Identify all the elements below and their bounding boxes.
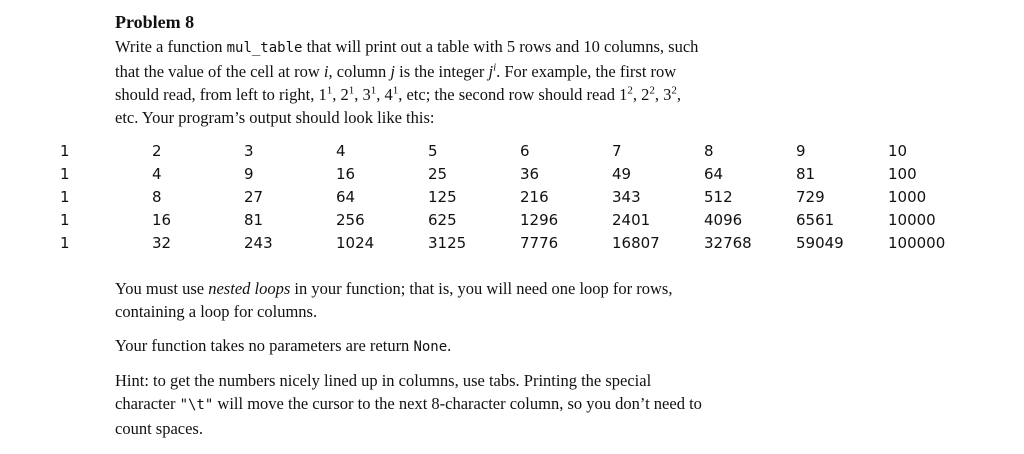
table-row	[60, 163, 980, 186]
description-line-3	[115, 83, 855, 106]
table-cell: 25	[428, 165, 448, 183]
table-cell: 729	[796, 188, 825, 206]
table-cell: 59049	[796, 234, 844, 252]
exponent: 1	[392, 84, 399, 97]
table-cell: 9	[244, 165, 254, 183]
table-cell: 27	[244, 188, 264, 206]
parameters-paragraph	[115, 334, 855, 359]
parameters-line	[115, 334, 855, 359]
text: .	[447, 336, 452, 355]
math-j-base: j	[488, 62, 494, 81]
table-cell: 243	[244, 234, 273, 252]
table-cell: 1	[60, 188, 70, 206]
exponent: 2	[671, 84, 677, 97]
table-cell: 10000	[888, 211, 936, 229]
text: ,	[676, 85, 681, 104]
text: , column	[328, 62, 391, 81]
exponent: 1	[348, 84, 355, 97]
table-cell: 1024	[336, 234, 375, 252]
table-cell: 6	[520, 142, 530, 160]
table-cell: 8	[152, 188, 162, 206]
table-cell: 2	[152, 142, 162, 160]
hint-line-1: Hint: to get the numbers nicely lined up in columns, use tabs. Printing the special	[115, 371, 652, 390]
table-cell: 16	[336, 165, 356, 183]
table-cell: 8	[704, 142, 714, 160]
text: character	[115, 394, 180, 413]
math-i: i	[323, 62, 329, 81]
text: . For example, the first row	[496, 62, 677, 81]
exponent: 1	[326, 84, 333, 97]
table-cell: 100	[888, 165, 917, 183]
table-cell: 1	[60, 165, 70, 183]
text: , 3	[654, 85, 672, 104]
table-cell: 81	[796, 165, 816, 183]
exponent: 2	[649, 84, 655, 97]
table-cell: 512	[704, 188, 733, 206]
table-cell: 64	[704, 165, 724, 183]
description-line-1	[115, 35, 855, 60]
exponent: 1	[370, 84, 377, 97]
table-cell: 256	[336, 211, 365, 229]
table-cell: 216	[520, 188, 549, 206]
text: , 3	[354, 85, 371, 104]
table-row	[60, 186, 980, 209]
requirement-line-2: containing a loop for columns.	[115, 302, 318, 321]
table-cell: 3	[244, 142, 254, 160]
text: should read, from left to right, 1	[115, 85, 327, 104]
table-row	[60, 140, 980, 163]
description-line-4: etc. Your program’s output should look like this:	[115, 108, 435, 127]
text: Write a function	[115, 37, 227, 56]
text: will move the cursor to the next 8-character column, so you don’t need to	[213, 394, 702, 413]
emphasis-nested-loops: nested loops	[208, 279, 291, 298]
text: in your function; that is, you will need one loop for rows,	[290, 279, 673, 298]
text: , 2	[332, 85, 349, 104]
text: , 2	[632, 85, 650, 104]
none-code: None	[413, 339, 448, 355]
text: that the value of the cell at row	[115, 62, 324, 81]
requirement-paragraph	[115, 277, 855, 323]
table-cell: 9	[796, 142, 806, 160]
hint-line-2	[115, 392, 855, 417]
table-cell: 7	[612, 142, 622, 160]
description-line-2	[115, 60, 855, 83]
text: Your function takes no parameters are return	[115, 336, 414, 355]
math-j: j	[390, 62, 395, 81]
table-cell: 1000	[888, 188, 927, 206]
text: , etc; the second row should read 1	[398, 85, 628, 104]
table-cell: 625	[428, 211, 457, 229]
table-cell: 64	[336, 188, 356, 206]
table-cell: 32768	[704, 234, 752, 252]
table-cell: 2401	[612, 211, 651, 229]
table-cell: 125	[428, 188, 457, 206]
hint-paragraph	[115, 369, 855, 440]
table-cell: 6561	[796, 211, 835, 229]
table-cell: 3125	[428, 234, 467, 252]
table-cell: 343	[612, 188, 641, 206]
table-cell: 5	[428, 142, 438, 160]
table-cell: 10	[888, 142, 908, 160]
function-name-code: mul_table	[226, 40, 303, 56]
table-cell: 7776	[520, 234, 559, 252]
table-cell: 1	[60, 234, 70, 252]
hint-line-3: count spaces.	[115, 419, 203, 438]
table-row	[60, 232, 980, 255]
table-cell: 1	[60, 142, 70, 160]
math-i-exponent: i	[493, 61, 497, 74]
table-cell: 4	[336, 142, 346, 160]
problem-description	[115, 35, 855, 129]
exponent: 2	[627, 84, 633, 97]
table-cell: 1	[60, 211, 70, 229]
tab-char-code: "\t"	[179, 397, 214, 413]
table-row	[60, 209, 980, 232]
table-cell: 32	[152, 234, 172, 252]
problem-title: Problem 8	[115, 12, 195, 32]
table-cell: 81	[244, 211, 264, 229]
table-cell: 100000	[888, 234, 946, 252]
text: is the integer	[394, 62, 489, 81]
table-cell: 4096	[704, 211, 743, 229]
table-cell: 4	[152, 165, 162, 183]
requirement-line-1	[115, 277, 855, 300]
table-cell: 49	[612, 165, 632, 183]
text: You must use	[115, 279, 209, 298]
output-table	[60, 140, 980, 255]
table-cell: 16	[152, 211, 172, 229]
table-cell: 1296	[520, 211, 559, 229]
table-cell: 16807	[612, 234, 660, 252]
text: , 4	[376, 85, 393, 104]
table-cell: 36	[520, 165, 540, 183]
text: that will print out a table with 5 rows and 10 columns, such	[302, 37, 699, 56]
